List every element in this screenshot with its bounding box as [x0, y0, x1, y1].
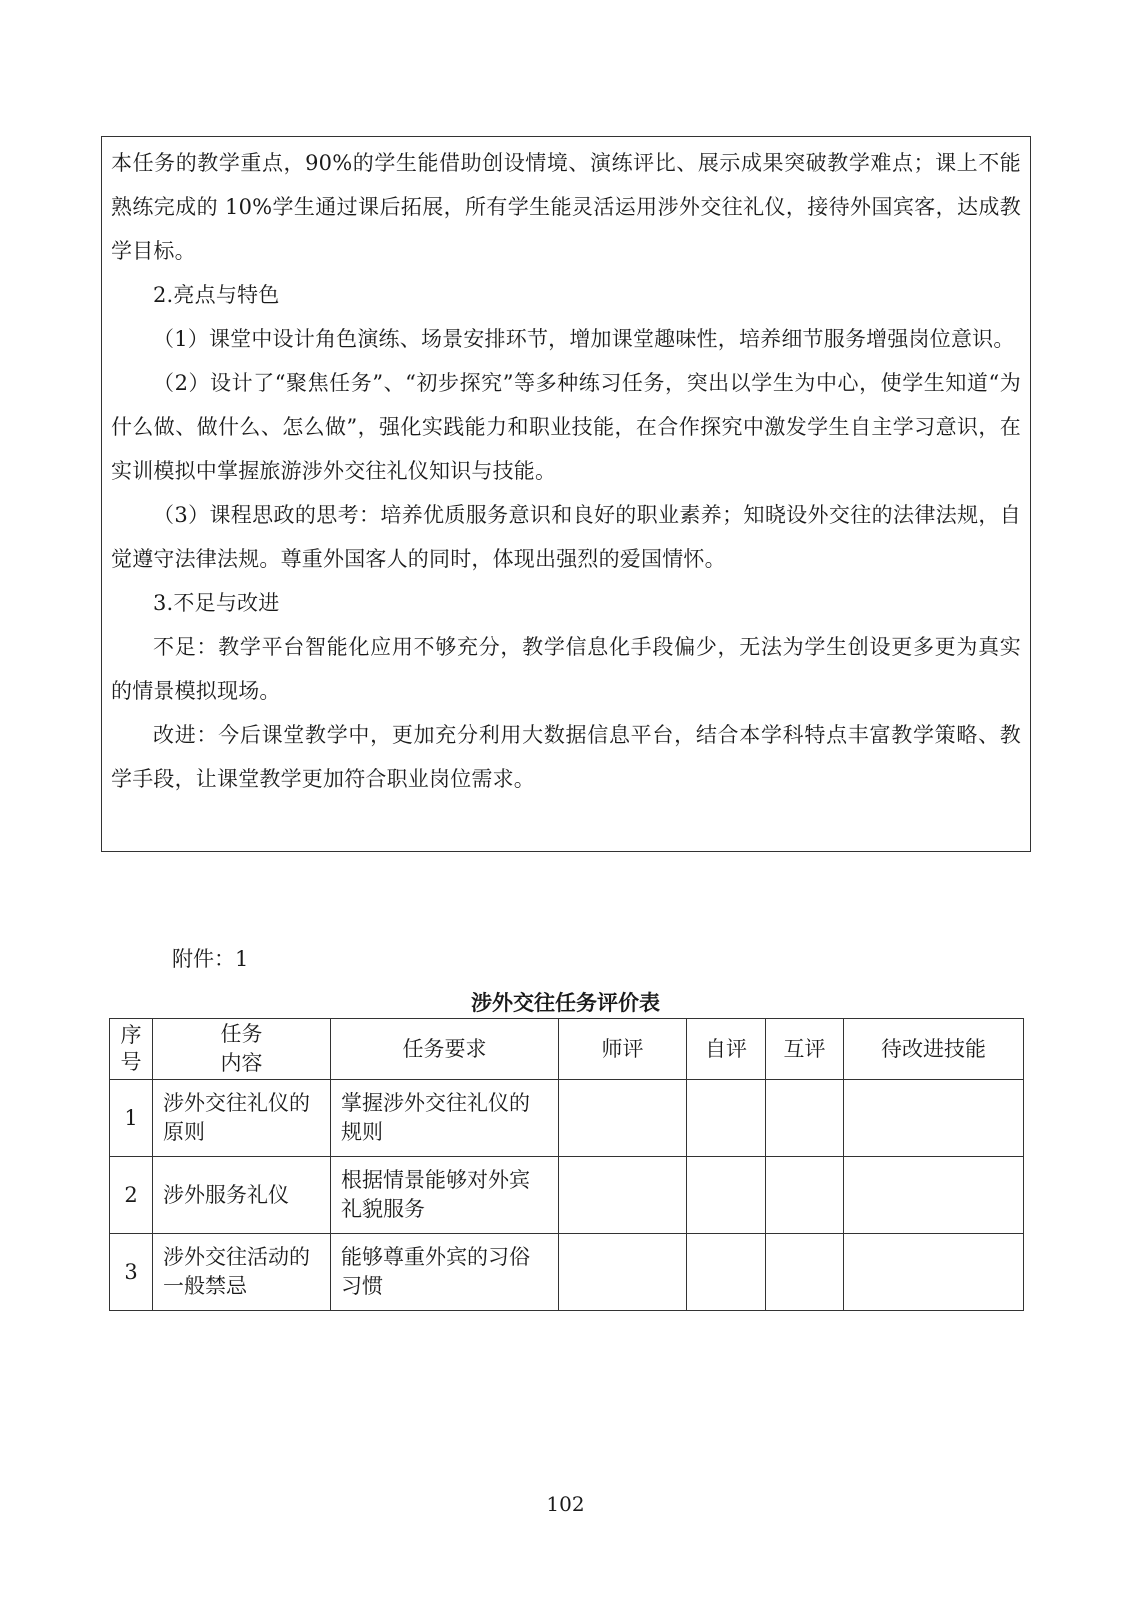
table-header-row: [110, 1019, 1024, 1080]
summary-paragraph: （2）设计了“聚焦任务”、“初步探究”等多种练习任务，突出以学生为中心，使学生知道“为什么做、做什么、怎么做”，强化实践能力和职业技能，在合作探究中激发学生自主学习意识，在实训模拟中掌握旅游涉外交往礼仪知识与技能。: [111, 371, 1021, 483]
cell-self: [687, 1080, 766, 1157]
cell-improve: [844, 1157, 1024, 1234]
summary-paragraph: （3）课程思政的思考：培养优质服务意识和良好的职业素养；知晓设外交往的法律法规，自觉遵守法律法规。尊重外国客人的同时，体现出强烈的爱国情怀。: [111, 503, 1021, 571]
header-improve: 待改进技能: [844, 1019, 1024, 1080]
cell-teacher: [559, 1080, 687, 1157]
header-teacher: 师评: [559, 1019, 687, 1080]
evaluation-table: [109, 1018, 1024, 1311]
page-number: 102: [546, 1492, 585, 1516]
cell-requirement: 掌握涉外交往礼仪的规则: [331, 1080, 559, 1157]
table-title: 涉外交往任务评价表: [471, 990, 660, 1015]
table-row: [110, 1080, 1024, 1157]
section-heading-improvement: 3.不足与改进: [153, 591, 280, 615]
cell-peer: [766, 1157, 844, 1234]
table-row: [110, 1234, 1024, 1311]
cell-self: [687, 1234, 766, 1311]
cell-improve: [844, 1234, 1024, 1311]
section-heading-highlights: 2.亮点与特色: [153, 283, 280, 307]
cell-content: 涉外交往礼仪的原则: [153, 1080, 331, 1157]
cell-seq: 2: [110, 1157, 153, 1234]
header-self: 自评: [687, 1019, 766, 1080]
cell-self: [687, 1157, 766, 1234]
cell-content: 涉外交往活动的一般禁忌: [153, 1234, 331, 1311]
cell-requirement: 根据情景能够对外宾礼貌服务: [331, 1157, 559, 1234]
header-requirement: 任务要求: [331, 1019, 559, 1080]
summary-paragraph: 改进：今后课堂教学中，更加充分利用大数据信息平台，结合本学科特点丰富教学策略、教学手段，让课堂教学更加符合职业岗位需求。: [111, 723, 1021, 791]
cell-improve: [844, 1080, 1024, 1157]
cell-teacher: [559, 1234, 687, 1311]
summary-paragraph: 本任务的教学重点，90%的学生能借助创设情境、演练评比、展示成果突破教学难点；课上不能熟练完成的 10%学生通过课后拓展，所有学生能灵活运用涉外交往礼仪，接待外国宾客，达成教学目标。: [111, 151, 1021, 263]
summary-paragraph: 不足：教学平台智能化应用不够充分，教学信息化手段偏少，无法为学生创设更多更为真实的情景模拟现场。: [111, 635, 1021, 703]
cell-content: 涉外服务礼仪: [153, 1157, 331, 1234]
attachment-label: 附件：1: [172, 947, 249, 971]
cell-requirement: 能够尊重外宾的习俗习惯: [331, 1234, 559, 1311]
cell-peer: [766, 1234, 844, 1311]
cell-peer: [766, 1080, 844, 1157]
cell-seq: 3: [110, 1234, 153, 1311]
header-seq: 序号: [110, 1019, 153, 1080]
summary-paragraph: （1）课堂中设计角色演练、场景安排环节，增加课堂趣味性，培养细节服务增强岗位意识。: [153, 327, 1015, 351]
cell-seq: 1: [110, 1080, 153, 1157]
table-row: [110, 1157, 1024, 1234]
header-content: 任务 内容: [153, 1019, 331, 1080]
summary-box: [101, 136, 1031, 852]
header-peer: 互评: [766, 1019, 844, 1080]
cell-teacher: [559, 1157, 687, 1234]
